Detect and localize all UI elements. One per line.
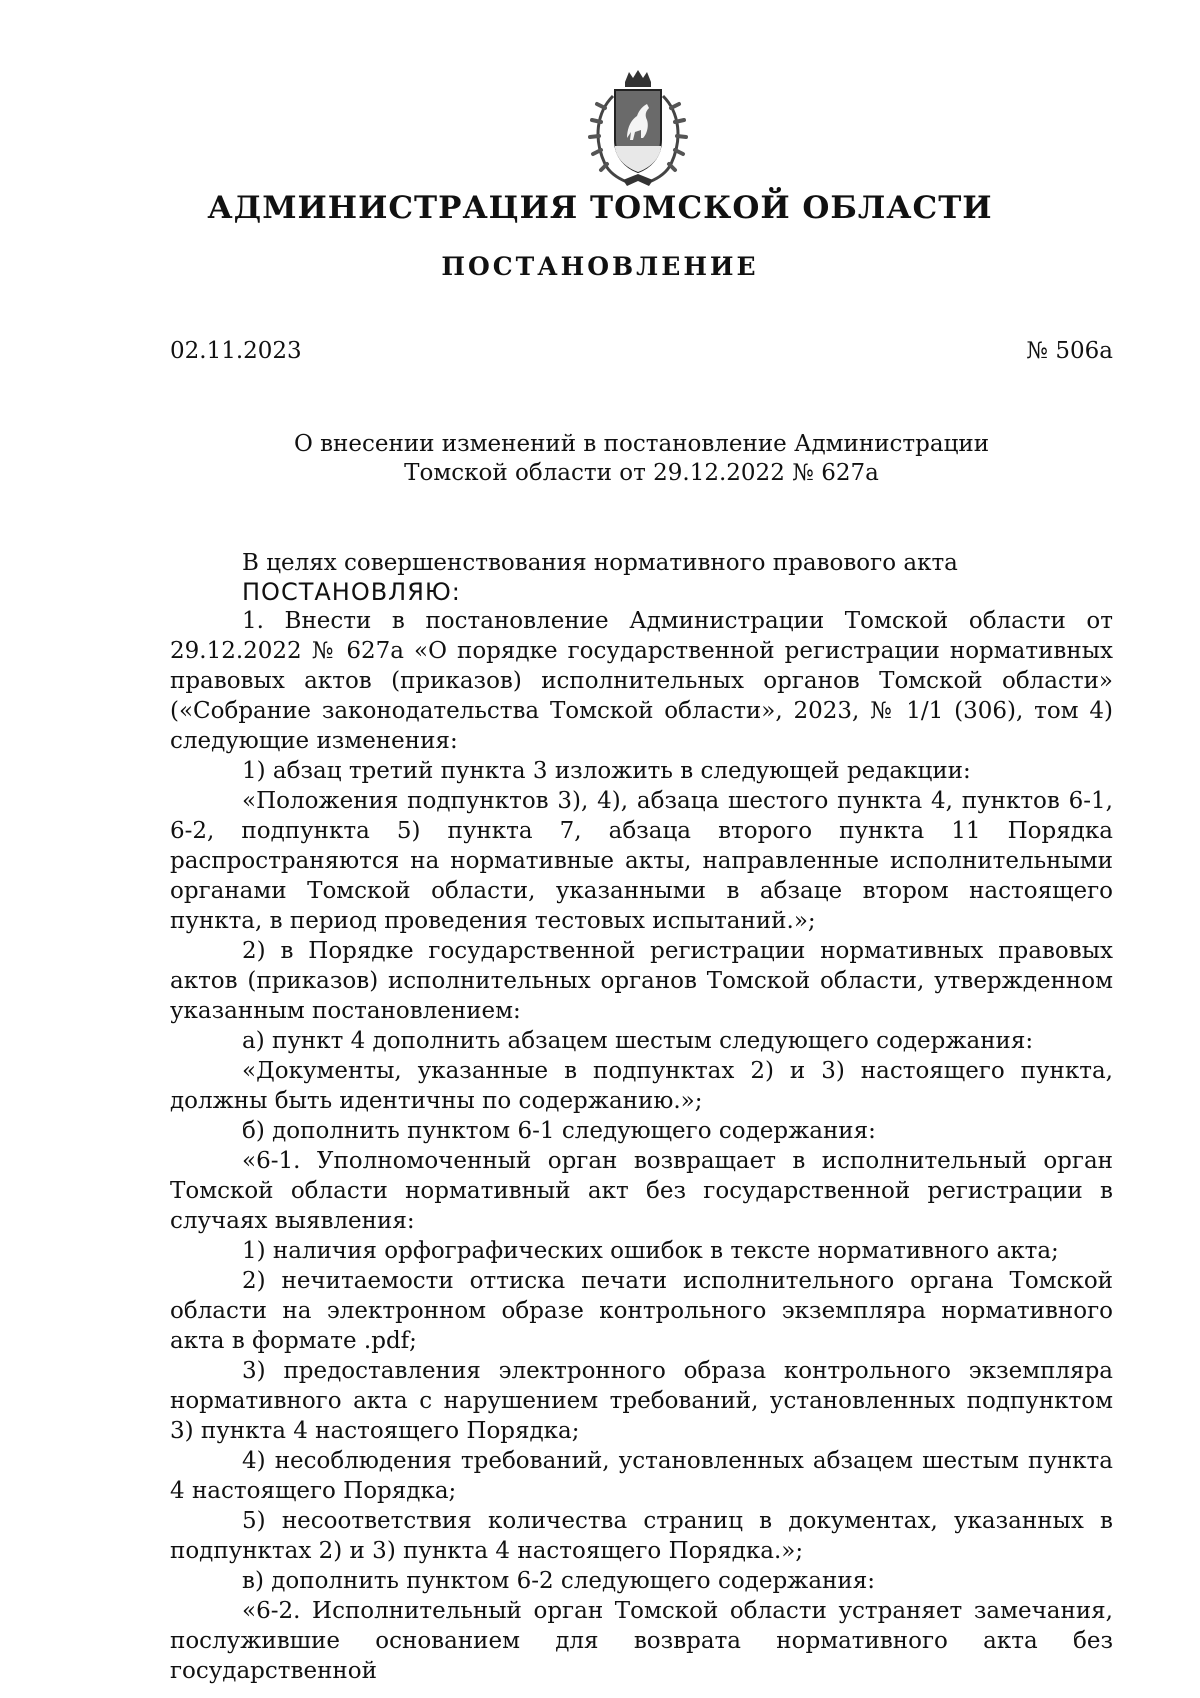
document-number: № 506а: [1026, 338, 1113, 364]
subject-line: Томской области от 29.12.2022 № 627а: [404, 460, 879, 486]
body-paragraph: а) пункт 4 дополнить абзацем шестым следующего содержания:: [242, 1028, 1034, 1054]
document-meta: [170, 336, 1113, 366]
decree-word: ПОСТАНОВЛЯЮ:: [242, 578, 461, 606]
body-paragraph: в) дополнить пунктом 6-2 следующего содержания:: [242, 1568, 875, 1594]
tomsk-region-coat-of-arms-icon: [583, 68, 693, 188]
organization-title: АДМИНИСТРАЦИЯ ТОМСКОЙ ОБЛАСТИ: [207, 190, 993, 226]
body-paragraph: б) дополнить пунктом 6-1 следующего содержания:: [242, 1118, 876, 1144]
body-paragraph: 2) нечитаемости оттиска печати исполнительного органа Томской области на электронном образе контрольного экземпляра нормативного акта в формате .pdf;: [170, 1268, 1113, 1354]
body-paragraph: 3) предоставления электронного образа контрольного экземпляра нормативного акта с нарушением требований, установленных подпунктом 3) пункта 4 настоящего Порядка;: [170, 1358, 1113, 1444]
body-paragraph: 1) наличия орфографических ошибок в тексте нормативного акта;: [242, 1238, 1059, 1264]
document-date: 02.11.2023: [170, 338, 302, 364]
body-paragraph: 2) в Порядке государственной регистрации нормативных правовых актов (приказов) исполнительных органов Томской области, утвержденном указанным постановлением:: [170, 938, 1113, 1024]
document-body: [170, 548, 1113, 1686]
body-paragraph: 1. Внести в постановление Администрации Томской области от 29.12.2022 № 627а «О порядке государственной регистрации нормативных правовых актов (приказов) исполнительных органов Томской области» («Собрание законодательства Томской области», 2023, № 1/1 (306), том 4) следующие изменения:: [170, 608, 1113, 754]
body-paragraph: 4) несоблюдения требований, установленных абзацем шестым пункта 4 настоящего Порядка;: [170, 1448, 1113, 1504]
intro-paragraph: В целях совершенствования нормативного правового акта: [242, 550, 958, 576]
body-paragraph: 1) абзац третий пункта 3 изложить в следующей редакции:: [242, 758, 971, 784]
body-paragraph: «6-2. Исполнительный орган Томской области устраняет замечания, послужившие основанием для возврата нормативного акта без государственной: [170, 1598, 1113, 1684]
document-type: ПОСТАНОВЛЕНИЕ: [441, 252, 759, 281]
document-subject: [170, 430, 1113, 488]
subject-line: О внесении изменений в постановление Администрации: [293, 431, 990, 457]
body-paragraph: «Положения подпунктов 3), 4), абзаца шестого пункта 4, пунктов 6-1, 6-2, подпункта 5) пункта 7, абзаца второго пункта 11 Порядка распространяются на нормативные акты, направленные исполнительными органами Томской области, указанными в абзаце втором настоящего пункта, в период проведения тестовых испытаний.»;: [170, 788, 1113, 934]
body-paragraph: «6-1. Уполномоченный орган возвращает в исполнительный орган Томской области нормативный акт без государственной регистрации в случаях выявления:: [170, 1148, 1113, 1234]
body-paragraph: 5) несоответствия количества страниц в документах, указанных в подпунктах 2) и 3) пункта 4 настоящего Порядка.»;: [170, 1508, 1113, 1564]
body-paragraph: «Документы, указанные в подпунктах 2) и 3) настоящего пункта, должны быть идентичны по содержанию.»;: [170, 1058, 1113, 1114]
